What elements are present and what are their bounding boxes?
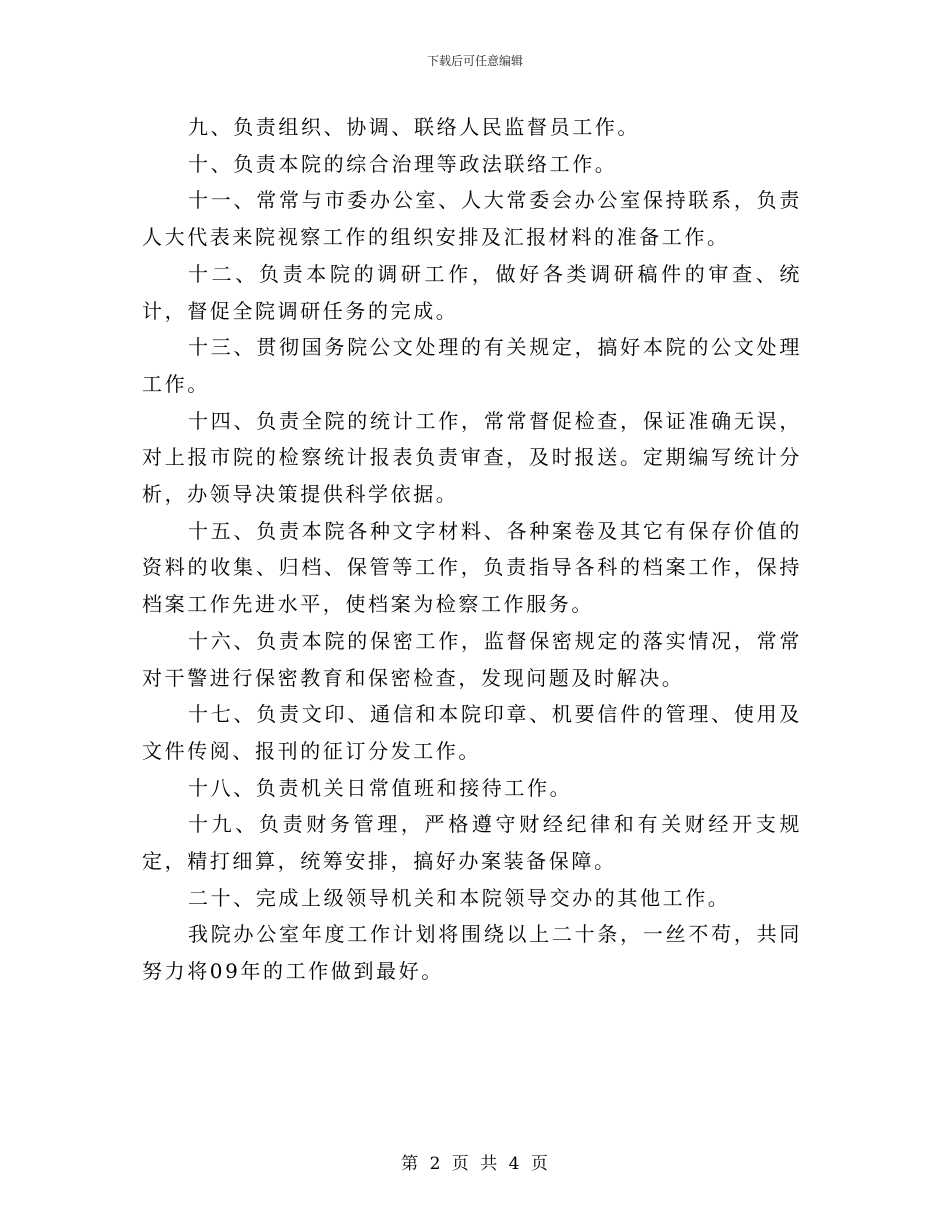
page-header: 下载后可任意编辑 — [426, 54, 523, 68]
paragraph-item-13: 十三、贯彻国务院公文处理的有关规定，搞好本院的公文处理工作。 — [142, 335, 802, 396]
paragraph-item-9: 九、负责组织、协调、联络人民监督员工作。 — [188, 115, 640, 139]
paragraph-item-10: 十、负责本院的综合治理等政法联络工作。 — [188, 151, 618, 176]
paragraph-item-12: 十二、负责本院的调研工作，做好各类调研稿件的审查、统计，督促全院调研任务的完成。 — [142, 261, 802, 323]
paragraph-item-15: 十五、负责本院各种文字材料、各种案卷及其它有保存价值的资料的收集、归档、保管等工作，负责指导各科的档案工作，保持档案工作先进水平，使档案为检察工作服务。 — [142, 518, 802, 617]
paragraph-item-18: 十八、负责机关日常值班和接待工作。 — [188, 775, 573, 800]
paragraph-item-19: 十九、负责财务管理，严格遵守财经纪律和有关财经开支规定，精打细算，统筹安排，搞好办案装备保障。 — [142, 812, 802, 874]
paragraph-item-11: 十一、常常与市委办公室、人大常委会办公室保持联系，负责人大代表来院视察工作的组织安排及汇报材料的准备工作。 — [142, 188, 802, 250]
page-number-footer: 第 2 页 共 4 页 — [401, 1154, 549, 1174]
paragraph-item-14: 十四、负责全院的统计工作，常常督促检查，保证准确无误，对上报市院的检察统计报表负责审查，及时报送。定期编写统计分析，办领导决策提供科学依据。 — [142, 408, 802, 507]
paragraph-item-20: 二十、完成上级领导机关和本院领导交办的其他工作。 — [188, 885, 731, 910]
paragraph-closing: 我院办公室年度工作计划将围绕以上二十条，一丝不苟，共同努力将09年的工作做到最好。 — [142, 922, 802, 984]
paragraph-item-16: 十六、负责本院的保密工作，监督保密规定的落实情况，常常对干警进行保密教育和保密检查，发现问题及时解决。 — [142, 628, 802, 690]
paragraph-item-17: 十七、负责文印、通信和本院印章、机要信件的管理、使用及文件传阅、报刊的征订分发工作。 — [142, 702, 802, 763]
document-body — [142, 109, 802, 990]
